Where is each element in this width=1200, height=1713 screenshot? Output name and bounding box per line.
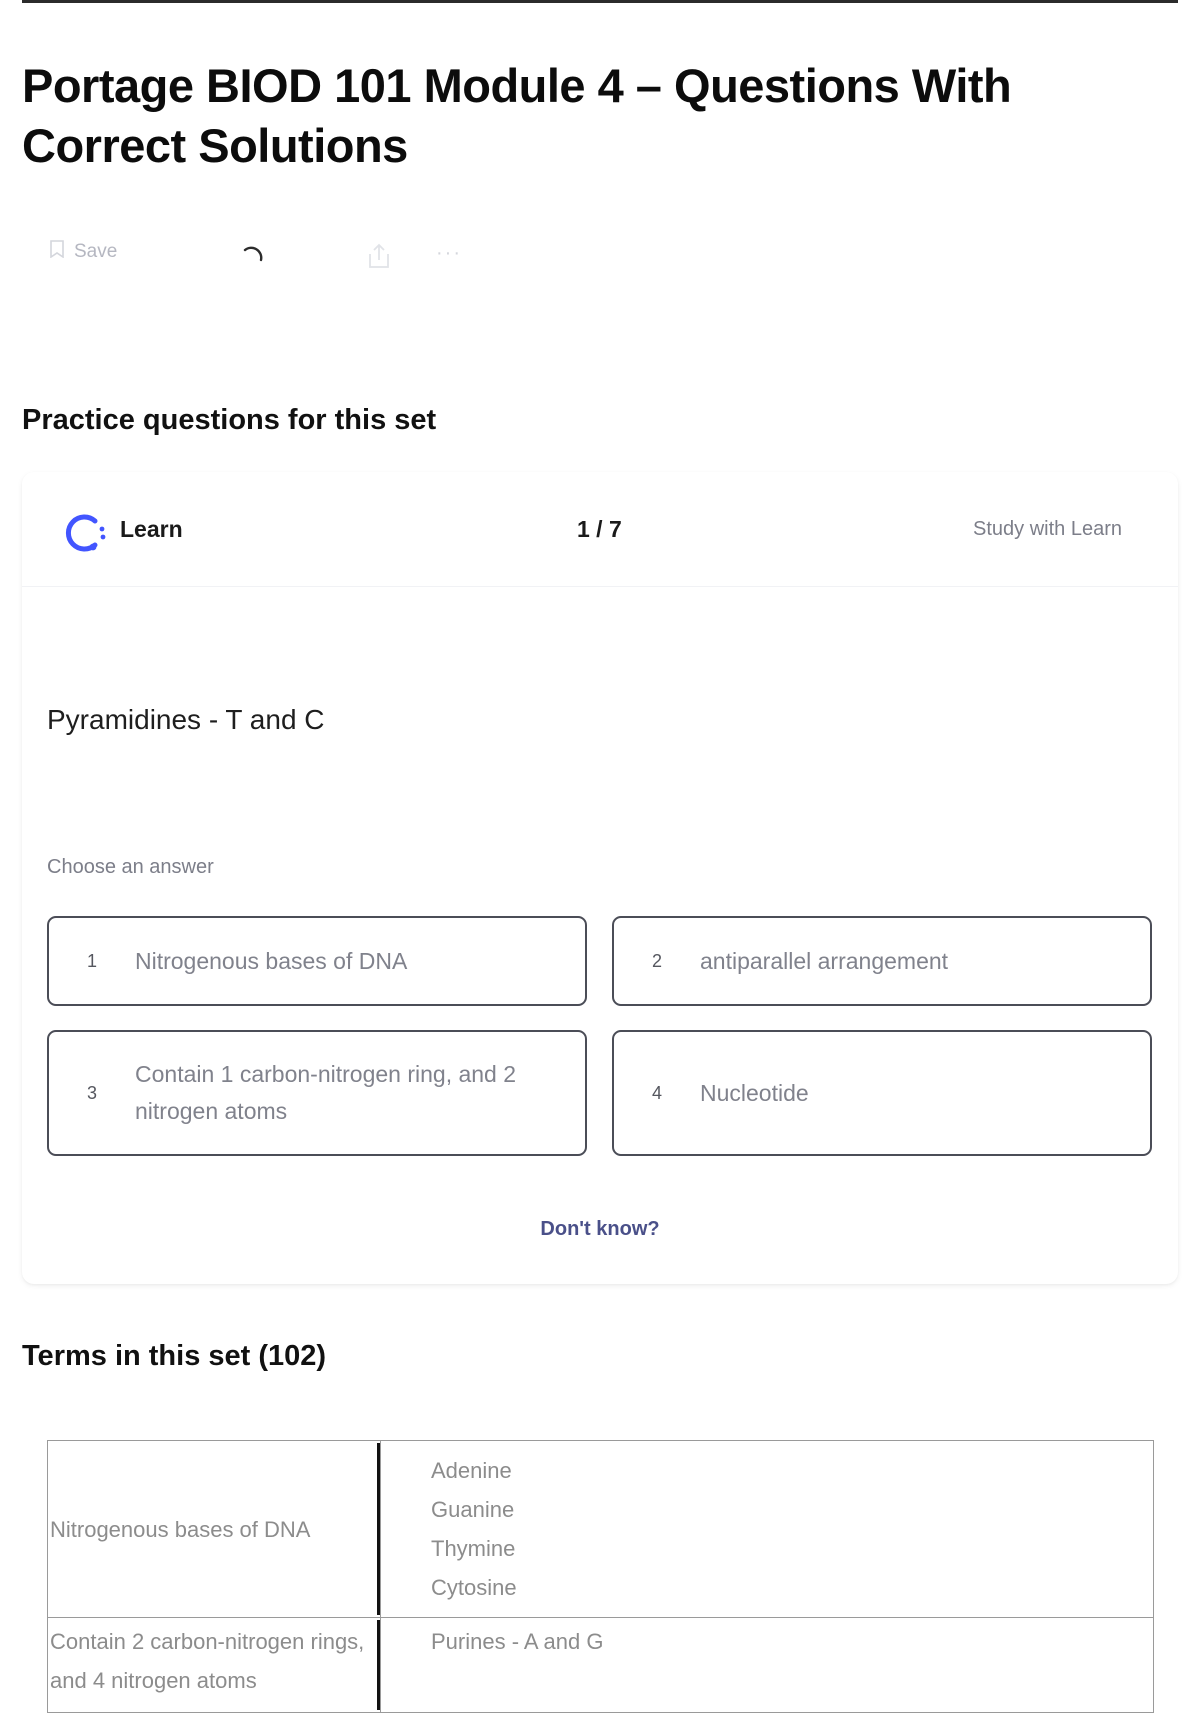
practice-card (22, 472, 1178, 1284)
question-progress: 1 / 7 (577, 516, 622, 542)
definition-line: Cytosine (431, 1575, 517, 1600)
page-title: Portage BIOD 101 Module 4 – Questions With Correct Solutions (22, 59, 1012, 172)
definition-line: Guanine (431, 1497, 515, 1522)
term-row (48, 1618, 1154, 1713)
choose-answer-prompt: Choose an answer (47, 856, 214, 878)
spinner-icon (240, 244, 266, 275)
answer-text: Nitrogenous bases of DNA (135, 947, 408, 974)
answer-option-2[interactable] (612, 916, 1152, 1006)
answer-option-3[interactable] (47, 1030, 587, 1156)
learn-icon (62, 510, 108, 561)
term-cell (48, 1441, 381, 1618)
save-button[interactable] (50, 240, 117, 264)
answer-text: Contain 1 carbon-nitrogen ring, and 2 nitrogen atoms (135, 1061, 517, 1124)
answer-text: Nucleotide (700, 1079, 809, 1106)
term-divider (377, 1443, 380, 1615)
answer-option-4[interactable] (612, 1030, 1152, 1156)
definition-line: Purines - A and G (431, 1629, 604, 1654)
answer-number: 2 (651, 950, 662, 971)
answer-text: antiparallel arrangement (700, 947, 949, 974)
definition-line: Adenine (431, 1458, 512, 1483)
answer-number: 3 (86, 1082, 97, 1103)
practice-heading: Practice questions for this set (22, 404, 437, 436)
set-toolbar (50, 240, 510, 276)
answer-number: 1 (86, 950, 97, 971)
term-text: Contain 2 carbon-nitrogen rings, and 4 nitrogen atoms (50, 1629, 365, 1693)
study-with-learn-link[interactable]: Study with Learn (973, 518, 1122, 540)
save-label: Save (74, 241, 118, 262)
term-text: Nitrogenous bases of DNA (50, 1516, 311, 1542)
question-text: Pyramidines - T and C (47, 704, 325, 735)
bookmark-icon (50, 240, 64, 264)
answer-option-1[interactable] (47, 916, 587, 1006)
more-options-button[interactable]: ··· (436, 242, 462, 264)
term-row (48, 1441, 1154, 1618)
top-divider (22, 0, 1178, 3)
term-cell (48, 1618, 381, 1713)
definition-cell (381, 1618, 1154, 1713)
share-icon[interactable] (366, 242, 392, 275)
definition-cell (381, 1441, 1154, 1618)
practice-card-header (22, 472, 1178, 587)
term-divider (377, 1620, 380, 1710)
dont-know-button[interactable]: Don't know? (540, 1218, 660, 1240)
definition-line: Thymine (431, 1536, 516, 1561)
answer-number: 4 (651, 1082, 662, 1103)
terms-heading: Terms in this set (102) (22, 1340, 327, 1372)
terms-table (47, 1440, 1154, 1713)
learn-mode-label: Learn (120, 516, 183, 542)
